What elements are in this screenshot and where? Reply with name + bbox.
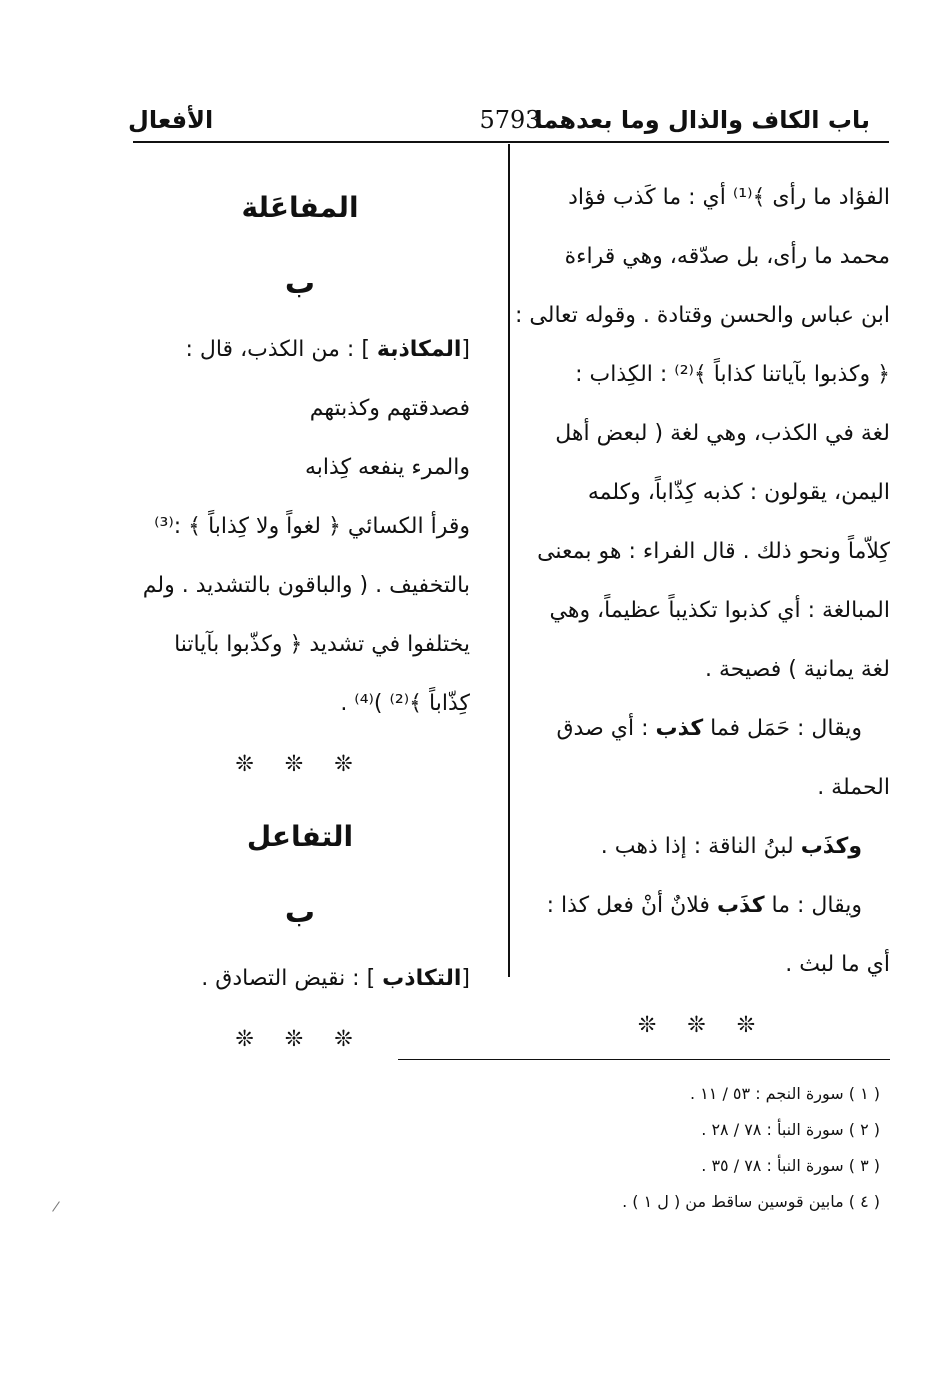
text-line: ابن عباس والحسن وقتادة . وقوله تعالى : [515,303,890,328]
text-line: محمد ما رأى، بل صدّقه، وهي قراءة [564,244,890,269]
text-line: أي ما لبث . [785,952,890,977]
left-column [130,168,470,1072]
text-line: الفؤاد ما رأى ﴾⁽¹⁾ أي : ما كَذب فؤاد [568,185,890,210]
section-separator-stars: ❊ ❊ ❊ [235,1027,365,1052]
paragraph-line [515,699,890,758]
scan-mark [52,1201,60,1211]
text-line: كِذّاباً ﴾⁽²⁾ )⁽⁴⁾ . [340,691,470,716]
text-line: لغة في الكذب، وهي لغة ( لبعض أهل [555,421,890,446]
footnote: ( ٢ ) سورة النبأ : ٧٨ / ٢٨ . [701,1120,880,1139]
section-title: المفاعَلة [241,191,359,224]
section-title: التفاعل [246,820,354,853]
footnote: ( ٣ ) سورة النبأ : ٧٨ / ٣٥ . [701,1156,880,1175]
section-separator-stars: ❊ ❊ ❊ [637,1013,768,1038]
right-column [515,168,890,1058]
text-span: ] : من الكذب، قال : [185,337,377,362]
running-header-chapter-title: الأفعال [128,106,214,134]
footnotes [360,1076,880,1220]
keyword: كذَب [716,893,765,918]
footnote-rule [398,1059,890,1060]
section-letter: ب [284,895,316,930]
paragraph-line [515,876,890,935]
page-number: 5793 [479,106,541,134]
text-line: لغة يمانية ) فصيحة . [705,657,890,682]
text-span: : أي صدق [556,716,656,741]
paragraph-line [515,817,890,876]
text-span: ويقال : حَمَل فما [703,716,862,741]
text-span: لبنُ الناقة : إذا ذهب . [600,834,801,859]
text-line: الحملة . [817,775,890,800]
verse-line: فصدقتهم وكذبتهم [309,396,470,421]
text-span: فلانٌ أنْ فعل كذا : [546,893,717,918]
verse-line: والمرء ينفعه كِذابه [305,455,470,480]
footnote: ( ٤ ) مابين قوسين ساقط من ( ل ١ ) . [622,1192,880,1211]
column-divider [508,144,510,977]
keyword: وكذَب [800,834,862,859]
text-line: المبالغة : أي كذبوا تكذيباً عظيماً، وهي [549,598,890,623]
footnote: ( ١ ) سورة النجم : ٥٣ / ١١ . [690,1084,880,1103]
running-header-section-title: باب الكاف والذال وما بعدهما [534,106,870,134]
entry-keyword: المكاذبة [376,337,462,362]
text-span: ] : نقيض التصادق . [201,966,383,991]
keyword: كذب [655,716,704,741]
text-line: ﴿ وكذبوا بآياتنا كذاباً ﴾⁽²⁾ : الكِذاب : [575,362,890,387]
text-line: اليمن، يقولون : كذبه كِذّاباً، وكلمه [587,480,890,505]
entry-keyword: التكاذب [382,966,462,991]
entry-line: [التكاذب ] : نقيض التصادق . [201,966,470,991]
entry-line: [المكاذبة ] : من الكذب، قال : [185,337,470,362]
text-span: ويقال : ما [764,893,862,918]
section-separator-stars: ❊ ❊ ❊ [235,752,365,777]
text-line: وقرأ الكسائي ﴿ لغواً ولا كِذاباً ﴾ :⁽³⁾ [154,514,470,539]
section-letter: ب [284,266,316,301]
header-rule [133,141,889,143]
text-line: يختلفوا في تشديد ﴿ وكذّبوا بآياتنا [174,632,470,657]
text-line: بالتخفيف . ( والباقون بالتشديد . ولم [142,573,470,598]
text-line: كِلاّماً ونحو ذلك . قال الفراء : هو بمعنى [537,539,890,564]
